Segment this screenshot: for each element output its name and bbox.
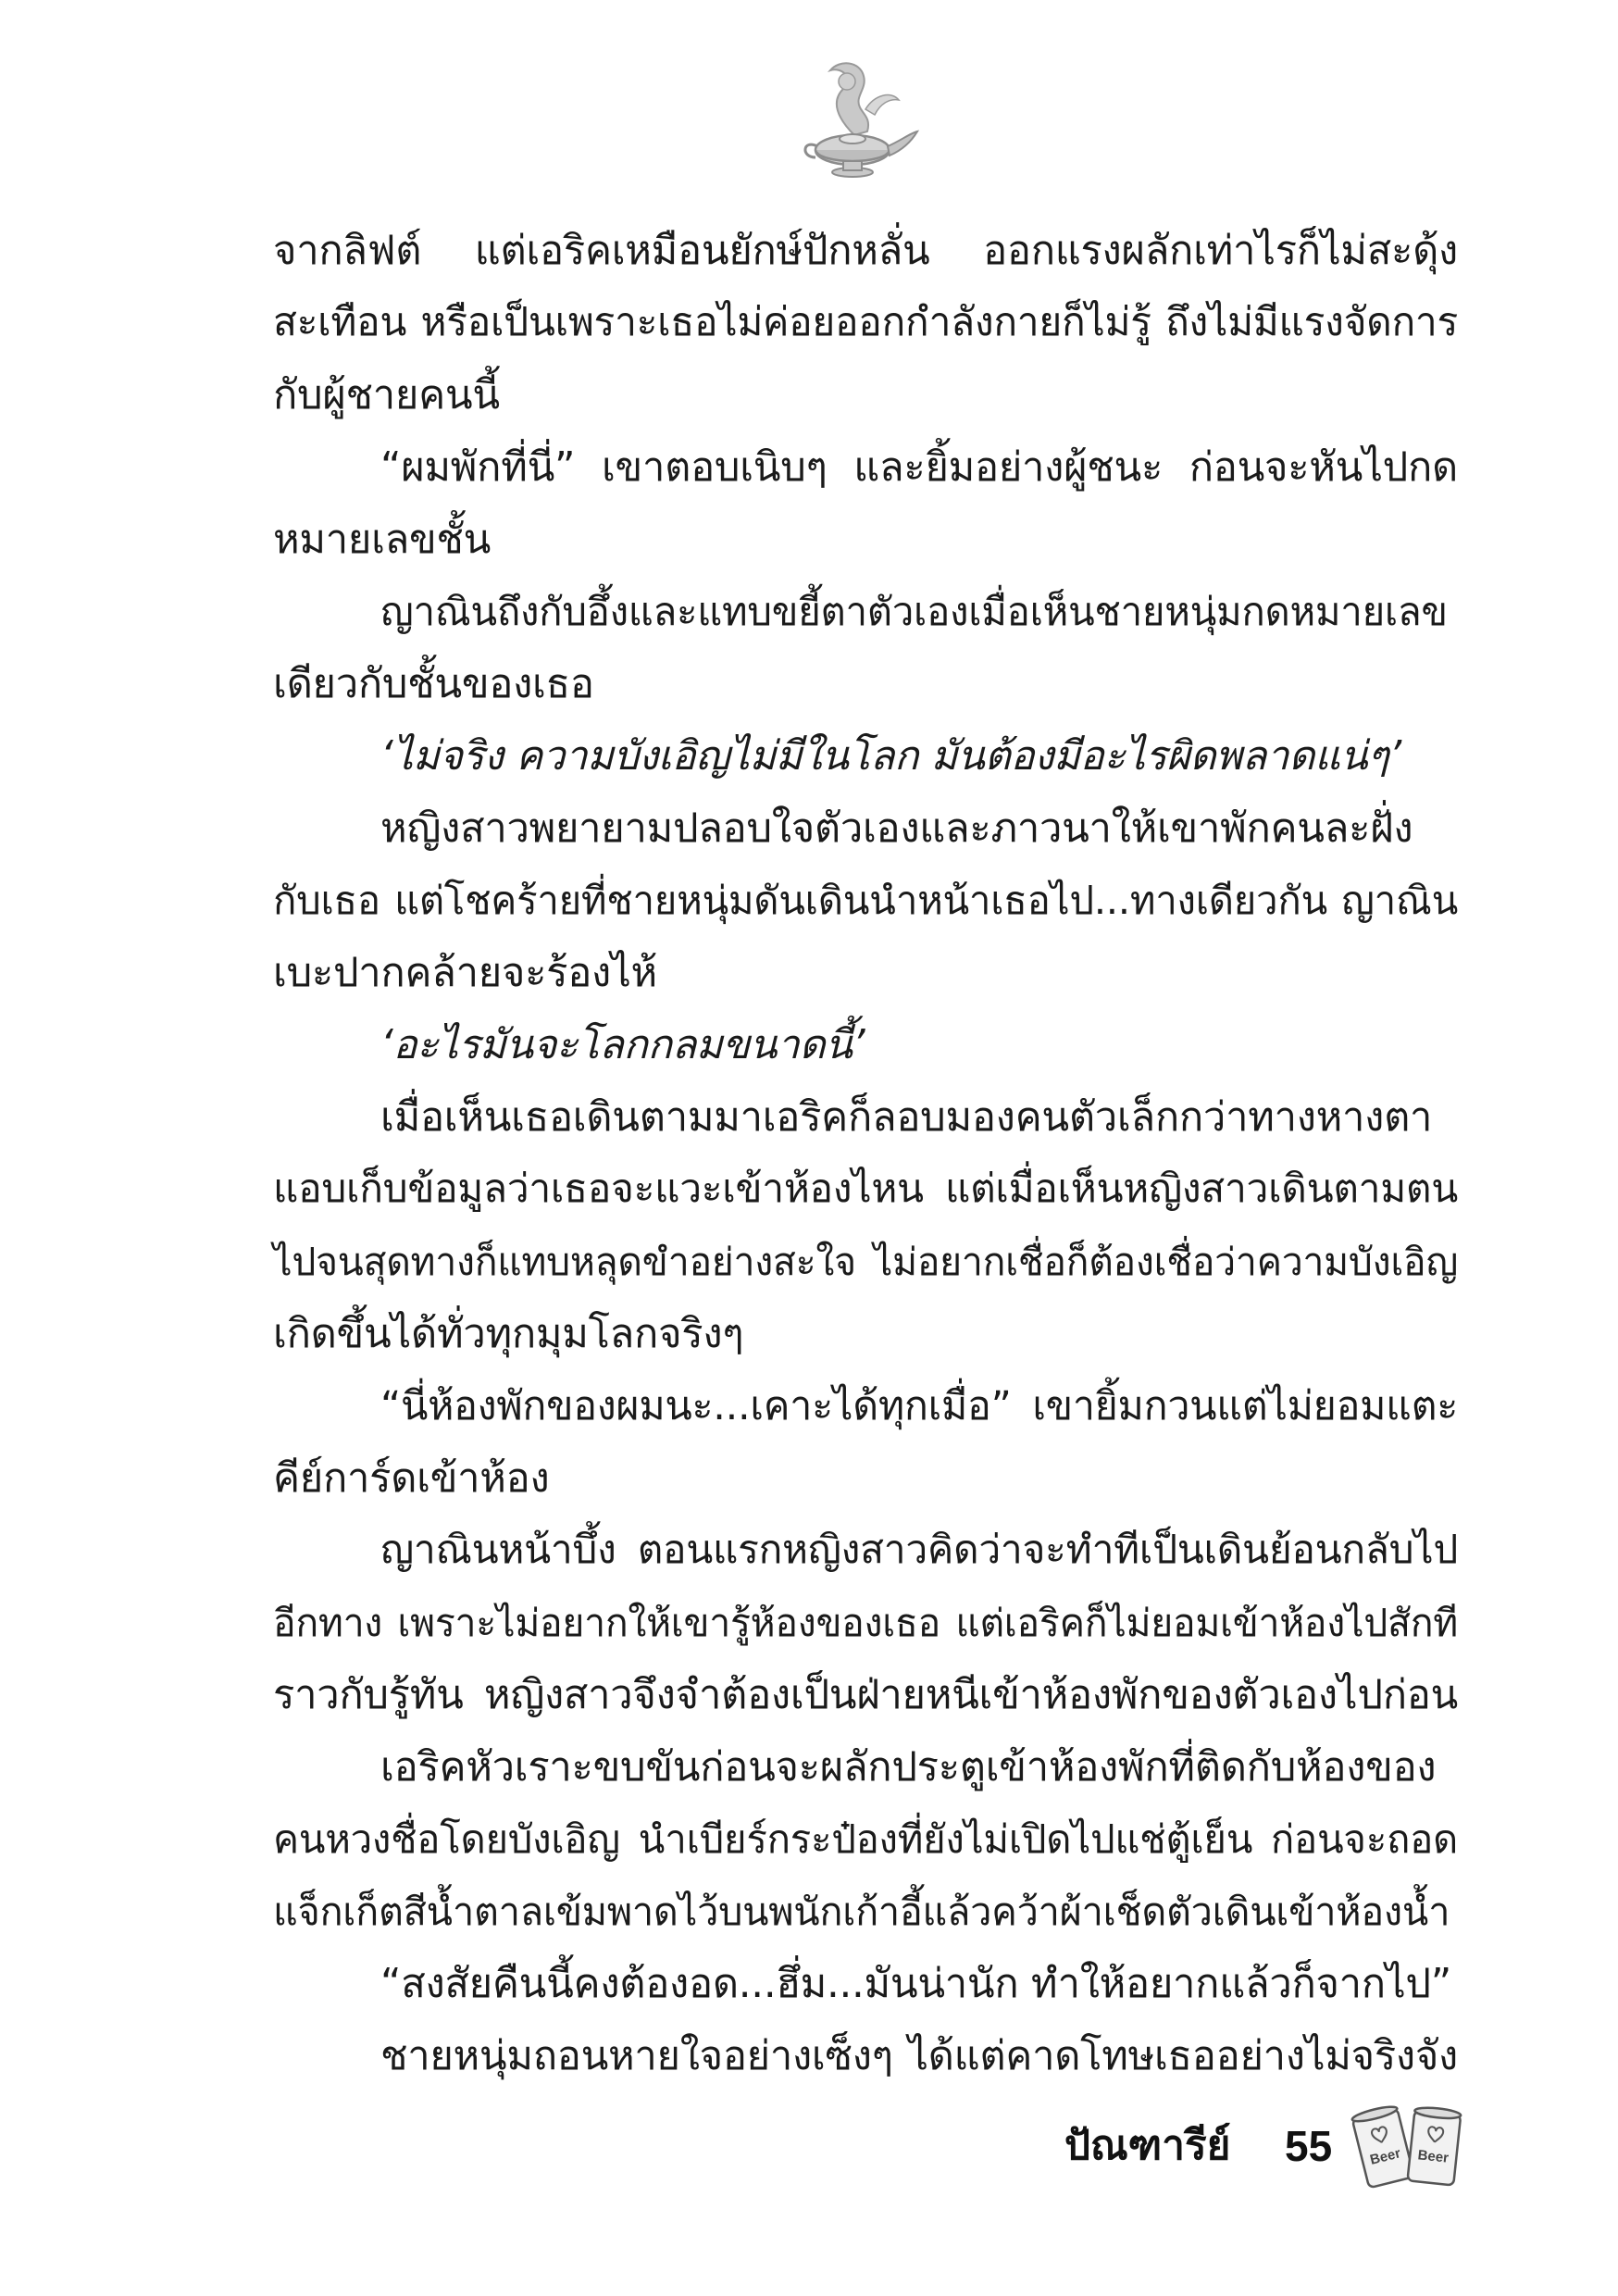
text-line: ญาณินหน้าบึ้ง ตอนแรกหญิงสาวคิดว่าจะทำทีเป็นเดินย้อนกลับไป	[380, 1528, 1458, 1573]
page-number: 55	[1285, 2122, 1333, 2170]
text-line: ‘อะไรมันจะโลกกลมขนาดนี้’	[380, 1022, 865, 1068]
text-line: เกิดขึ้นได้ทั่วทุกมุมโลกจริงๆ	[273, 1311, 744, 1357]
author-name: ปัณฑารีย์	[1064, 2122, 1231, 2169]
text-line: ราวกับรู้ทัน หญิงสาวจึงจำต้องเป็นฝ่ายหนีเข้าห้องพักของตัวเองไปก่อน	[273, 1672, 1458, 1718]
text-line: “ผมพักที่นี่” เขาตอบเนิบๆ และยิ้มอย่างผู้ชนะ ก่อนจะหันไปกด	[380, 444, 1458, 491]
text-line: สะเทือน หรือเป็นเพราะเธอไม่ค่อยออกกำลังกายก็ไม่รู้ ถึงไม่มีแรงจัดการ	[273, 300, 1458, 345]
text-line: อีกทาง เพราะไม่อยากให้เขารู้ห้องของเธอ แต่เอริคก็ไม่ยอมเข้าห้องไปสักที	[273, 1601, 1458, 1645]
text-line: เมื่อเห็นเธอเดินตามมาเอริคก็ลอบมองคนตัวเล็กกว่าทางหางตา	[380, 1094, 1433, 1141]
beer-can-label: Beer	[1416, 2147, 1450, 2166]
text-line: กับเธอ แต่โชคร้ายที่ชายหนุ่มดันเดินนำหน้าเธอไป...ทางเดียวกัน ญาณิน	[273, 878, 1458, 923]
text-line: ญาณินถึงกับอึ้งและแทบขยี้ตาตัวเองเมื่อเห็นชายหนุ่มกดหมายเลข	[380, 589, 1448, 634]
text-line: เดียวกับชั้นของเธอ	[273, 661, 594, 707]
text-line: เอริคหัวเราะขบขันก่อนจะผลักประตูเข้าห้องพักที่ติดกับห้องของ	[380, 1744, 1437, 1791]
text-line: เบะปากคล้ายจะร้องไห้	[273, 950, 657, 996]
text-line: แจ็กเก็ตสีน้ำตาลเข้มพาดไว้บนพนักเก้าอี้แล้วคว้าผ้าเช็ดตัวเดินเข้าห้องน้ำ	[273, 1889, 1450, 1934]
text-line: “นี่ห้องพักของผมนะ...เคาะได้ทุกเมื่อ” เขายิ้มกวนแต่ไม่ยอมแตะ	[380, 1383, 1458, 1429]
text-line: จากลิฟต์ แต่เอริคเหมือนยักษ์ปักหลั่น ออกแรงผลักเท่าไรก็ไม่สะดุ้ง	[273, 228, 1458, 274]
text-line: หญิงสาวพยายามปลอบใจตัวเองและภาวนาให้เขาพักคนละฝั่ง	[380, 805, 1413, 852]
page-footer	[1018, 2100, 1481, 2202]
text-line: คนหวงชื่อโดยบังเอิญ นำเบียร์กระป๋องที่ยังไม่เปิดไปแช่ตู้เย็น ก่อนจะถอด	[273, 1816, 1458, 1862]
text-line: “สงสัยคืนนี้คงต้องอด...ฮึ่ม...มันน่านัก ทำให้อยากแล้วก็จากไป”	[380, 1961, 1451, 2007]
text-line: กับผู้ชายคนนี้	[273, 372, 500, 418]
text-line: ‘ไม่จริง ความบังเอิญไม่มีในโลก มันต้องมีอะไรผิดพลาดแน่ๆ’	[380, 733, 1401, 780]
text-line: หมายเลขชั้น	[273, 517, 492, 563]
text-line: แอบเก็บข้อมูลว่าเธอจะแวะเข้าห้องไหน แต่เมื่อเห็นหญิงสาวเดินตามตน	[273, 1167, 1458, 1212]
text-line: คีย์การ์ดเข้าห้อง	[273, 1455, 550, 1502]
beer-can-label: Beer	[1368, 2145, 1402, 2168]
beer-cans-icon	[1348, 2100, 1468, 2192]
text-line: ชายหนุ่มถอนหายใจอย่างเซ็งๆ ได้แต่คาดโทษเธออย่างไม่จริงจัง	[380, 2033, 1458, 2079]
page-body-text	[273, 215, 1458, 2092]
genie-lamp-icon	[782, 54, 921, 183]
text-line: ไปจนสุดทางก็แทบหลุดขำอย่างสะใจ ไม่อยากเชื่อก็ต้องเชื่อว่าความบังเอิญ	[273, 1240, 1458, 1284]
